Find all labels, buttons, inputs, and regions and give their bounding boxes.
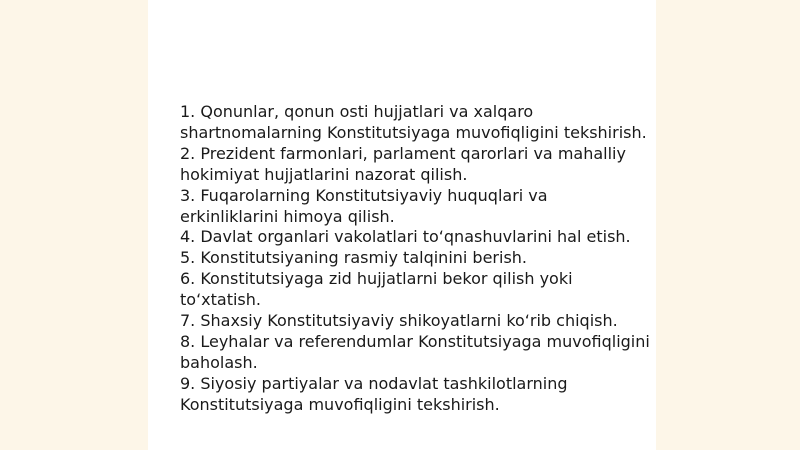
list-item: 8. Leyhalar va referendumlar Konstitutsiyaga muvofiqligini baholash.: [180, 331, 650, 372]
document-page: [148, 0, 656, 450]
list-item: 4. Davlat organlari vakolatlari to‘qnashuvlarini hal etish.: [180, 227, 631, 247]
list-item: 2. Prezident farmonlari, parlament qarorlari va mahalliy hokimiyat hujjatlarini nazorat qilish.: [180, 143, 626, 184]
list-item: 3. Fuqarolarning Konstitutsiyaviy huquqlari va erkinliklarini himoya qilish.: [180, 185, 548, 226]
list-item: 9. Siyosiy partiyalar va nodavlat tashkilotlarning Konstitutsiyaga muvofiqligini tekshirish.: [180, 373, 568, 414]
list-item: 5. Konstitutsiyaning rasmiy talqinini berish.: [180, 248, 528, 268]
list-item: 6. Konstitutsiyaga zid hujjatlarni bekor qilish yoki to‘xtatish.: [180, 269, 573, 310]
list-item: 7. Shaxsiy Konstitutsiyaviy shikoyatlarni ko‘rib chiqish.: [180, 311, 618, 331]
numbered-list: [180, 102, 650, 416]
list-item: 1. Qonunlar, qonun osti hujjatlari va xalqaro shartnomalarning Konstitutsiyaga muvofiqligini tekshirish.: [180, 102, 647, 142]
